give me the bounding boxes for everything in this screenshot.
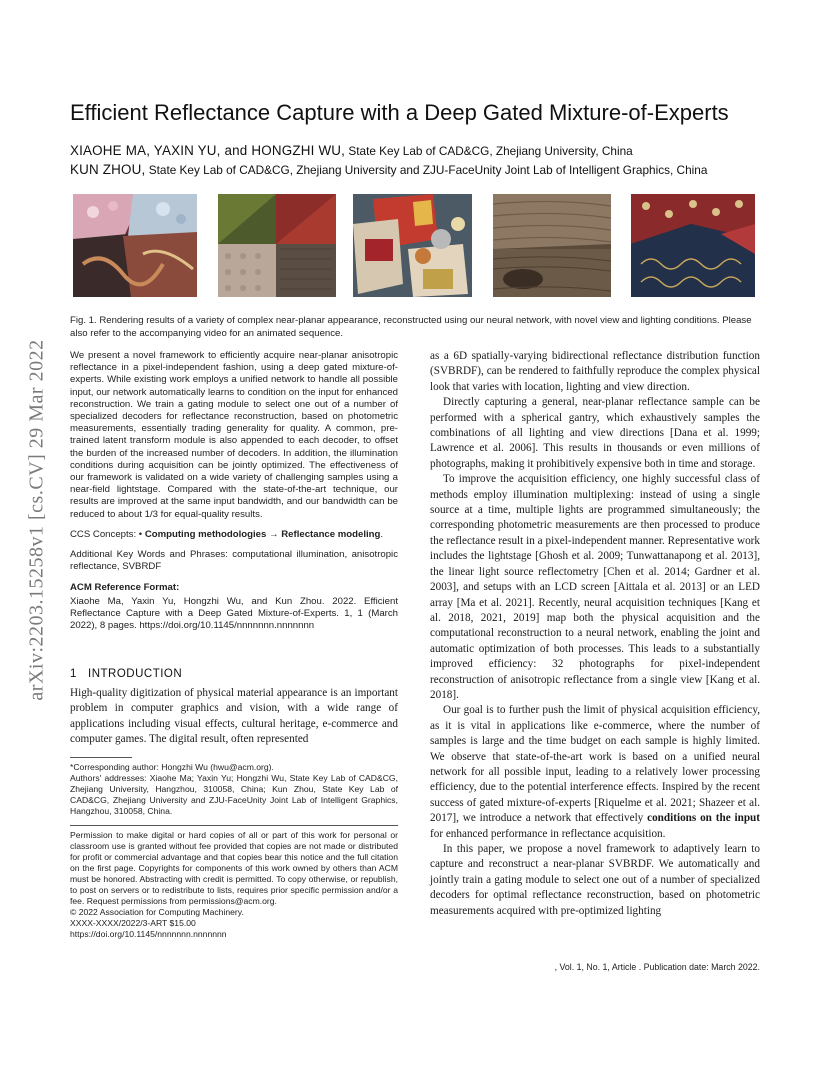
section-number: 1	[70, 668, 77, 680]
right-paragraph-4	[430, 703, 760, 842]
figure-caption: Fig. 1. Rendering results of a variety of complex near-planar appearance, reconstructed using our neural network, with novel view and lighting conditions. Please also refer to the accompanying video for an animated sequence.	[70, 315, 752, 339]
doi-line: https://doi.org/10.1145/nnnnnnn.nnnnnnn	[70, 929, 227, 939]
author-affiliation-1: State Key Lab of CAD&CG, Zhejiang University, China	[345, 144, 633, 158]
author-names-2: KUN ZHOU,	[70, 162, 146, 177]
right-paragraph-1: as a 6D spatially-varying bidirectional reflectance distribution function (SVBRDF), can be rendered to faithfully reproduce the complex physical look that varies with location, lighting and view direction.	[430, 350, 760, 393]
ccs-label: CCS Concepts: •	[70, 528, 145, 540]
copyright-line: © 2022 Association for Computing Machinery.	[70, 907, 244, 917]
author-line-2	[70, 162, 707, 177]
right-paragraph-3: To improve the acquisition efficiency, one highly successful class of methods employ illumination multiplexing: instead of using a single source at a time, multiple lights are programmed simultaneously; the corresponding photometric measurements are then processed to produce the reflectance result in a pixel-independent manner. Representative work includes the lightstage [Ghosh et al. 2009; Tunwattanapong et al. 2013], the linear light source reflectometry [Chen et al. 2014; Gardner et al. 2003], and setups with an LCD screen [Aittala et al. 2013] or an LED array [Ma et al. 2021]. Recently, neural acquisition techniques [Kang et al. 2018, 2021, 2019] map both the physical acquisition and the computational reconstruction to a neural network, enabling the joint and automatic optimization of both processes. This leads to a substantially improved efficiency: 32 photographs for pixel-independent reconstruction of anisotropic reflectance from a single view [Kang et al. 2018].	[430, 473, 760, 701]
right-paragraph-4-a: Our goal is to further push the limit of physical acquisition efficiency, as it is vital in applications like e-commerce, where the number of samples is large and the time budget on each sample is highly limited. We observe that state-of-the-art work is based on a unified neural network for all possible input, leading to a relatively lower processing efficiency, due to the potential interference effects. Inspired by the recent success of gated mixture-of-experts [Riquelme et al. 2021; Shazeer et al. 2017], we introduce a network that effectively	[430, 704, 760, 825]
page-footer: , Vol. 1, No. 1, Article . Publication date: March 2022.	[554, 962, 760, 972]
render-fabric-image	[73, 194, 197, 297]
right-column	[430, 349, 760, 919]
right-paragraph-5: In this paper, we propose a novel framework to adaptively learn to capture and reconstruct a near-planar SVBRDF. We automatically and jointly train a gating module to select one out of a number of specialized decoders for optimal reflectance reconstruction, based on photometric measurements acquired with pre-optimized lighting	[430, 843, 760, 917]
footnote-addresses: Authors' addresses: Xiaohe Ma; Yaxin Yu; Hongzhi Wu, State Key Lab of CAD&CG, Zhejiang University, Hangzhou, 310058, China; Kun Zhou, State Key Lab of CAD&CG, Zhejiang University and ZJU-FaceUnity Joint Lab of Intelligent Graphics, Hangzhou, 310058, China.	[70, 773, 398, 816]
abstract-text: We present a novel framework to efficiently acquire near-planar anisotropic reflectance in a pixel-independent fashion, using a deep gated mixture-of-experts. While existing work employs a unified network to handle all possible input, our network automatically learns to condition on the input for enhanced reconstruction. We train a gating module to select one out of a number of specialized decoders for reflectance reconstruction, based on photometric measurements, essentially trading generality for quality. A common, pre-trained latent transform module is also appended to each decoder, to offset the burden of the increased number of decoders. In addition, the illumination conditions during acquisition can be jointly optimized. The effectiveness of our framework is validated on a wide variety of challenging samples using a near-field lightstage. Compared with the state-of-the-art technique, our results are improved at the same input bandwidth, and our bandwidth can be reduced to about 1/3 for equal-quality results.	[70, 350, 398, 520]
right-paragraph-4-bold: conditions on the input	[647, 812, 760, 825]
acm-reference-heading: ACM Reference Format:	[70, 582, 180, 594]
ccs-end: .	[380, 528, 384, 540]
acm-reference-text: Xiaohe Ma, Yaxin Yu, Hongzhi Wu, and Kun Zhou. 2022. Efficient Reflectance Capture with a Deep Gated Mixture-of-Experts. 1, 1 (March 2022), 8 pages. https://doi.org/10.1145/nnnnnnn.nnnnnnn	[70, 595, 398, 632]
render-wood-image	[493, 194, 611, 297]
author-affiliation-2: State Key Lab of CAD&CG, Zhejiang University and ZJU-FaceUnity Joint Lab of Intelligent Graphics, China	[145, 163, 708, 177]
keywords: Additional Key Words and Phrases: computational illumination, anisotropic reflectance, SVBRDF	[70, 549, 398, 573]
right-paragraph-4-c: for enhanced performance in reflectance acquisition.	[430, 827, 666, 840]
intro-paragraph-1: High-quality digitization of physical material appearance is an important problem in computer graphics and vision, with a wide range of applications including visual effects, cultural heritage, e-commerce and computer games. The digital result, often represented	[70, 687, 398, 746]
author-line-1	[70, 143, 633, 158]
isbn-line: XXXX-XXXX/2022/3-ART $15.00	[70, 918, 196, 928]
section-title: INTRODUCTION	[88, 668, 183, 680]
permission-text: Permission to make digital or hard copies of all or part of this work for personal or classroom use is granted without fee provided that copies are not made or distributed for profit or commercial advantage and that copies bear this notice and the full citation on the first page. Copyrights for components of this work owned by others than ACM must be honored. Abstracting with credit is permitted. To copy otherwise, or republish, to post on servers or to redistribute to lists, requires prior specific permission and/or a fee. Request permissions from permissions@acm.org.	[70, 830, 398, 906]
arxiv-sidebar	[22, 280, 52, 760]
right-paragraph-2: Directly capturing a general, near-planar reflectance sample can be performed with a spherical gantry, which exhaustively samples the combinations of all lighting and view directions [Dana et al. 1999; Lawrence et al. 2006]. This results in thousands or even millions of photographs, making it prohibitively expensive both in time and storage.	[430, 396, 760, 470]
permission-block	[70, 830, 398, 940]
ccs-concept-bold: Computing methodologies → Reflectance modeling	[144, 528, 381, 540]
abstract-section	[70, 350, 398, 632]
footnote-block	[70, 762, 398, 817]
permission-rule	[70, 825, 398, 826]
render-tiles-image	[218, 194, 336, 297]
render-brocade-image	[631, 194, 755, 297]
render-cards-coins-image	[353, 194, 472, 297]
arxiv-identifier: arXiv:2203.15258v1 [cs.CV] 29 Mar 2022	[25, 339, 48, 701]
author-names-1: XIAOHE MA, YAXIN YU, and HONGZHI WU,	[70, 143, 346, 158]
footnote-corresponding: *Corresponding author: Hongzhi Wu (hwu@acm.org).	[70, 762, 274, 772]
acm-reference-label	[70, 582, 398, 594]
paper-title: Efficient Reflectance Capture with a Deep Gated Mixture-of-Experts	[70, 100, 729, 125]
ccs-concepts	[70, 529, 398, 541]
footnote-rule	[70, 757, 132, 758]
section-heading-introduction	[70, 668, 182, 680]
teaser-figure	[70, 192, 760, 300]
